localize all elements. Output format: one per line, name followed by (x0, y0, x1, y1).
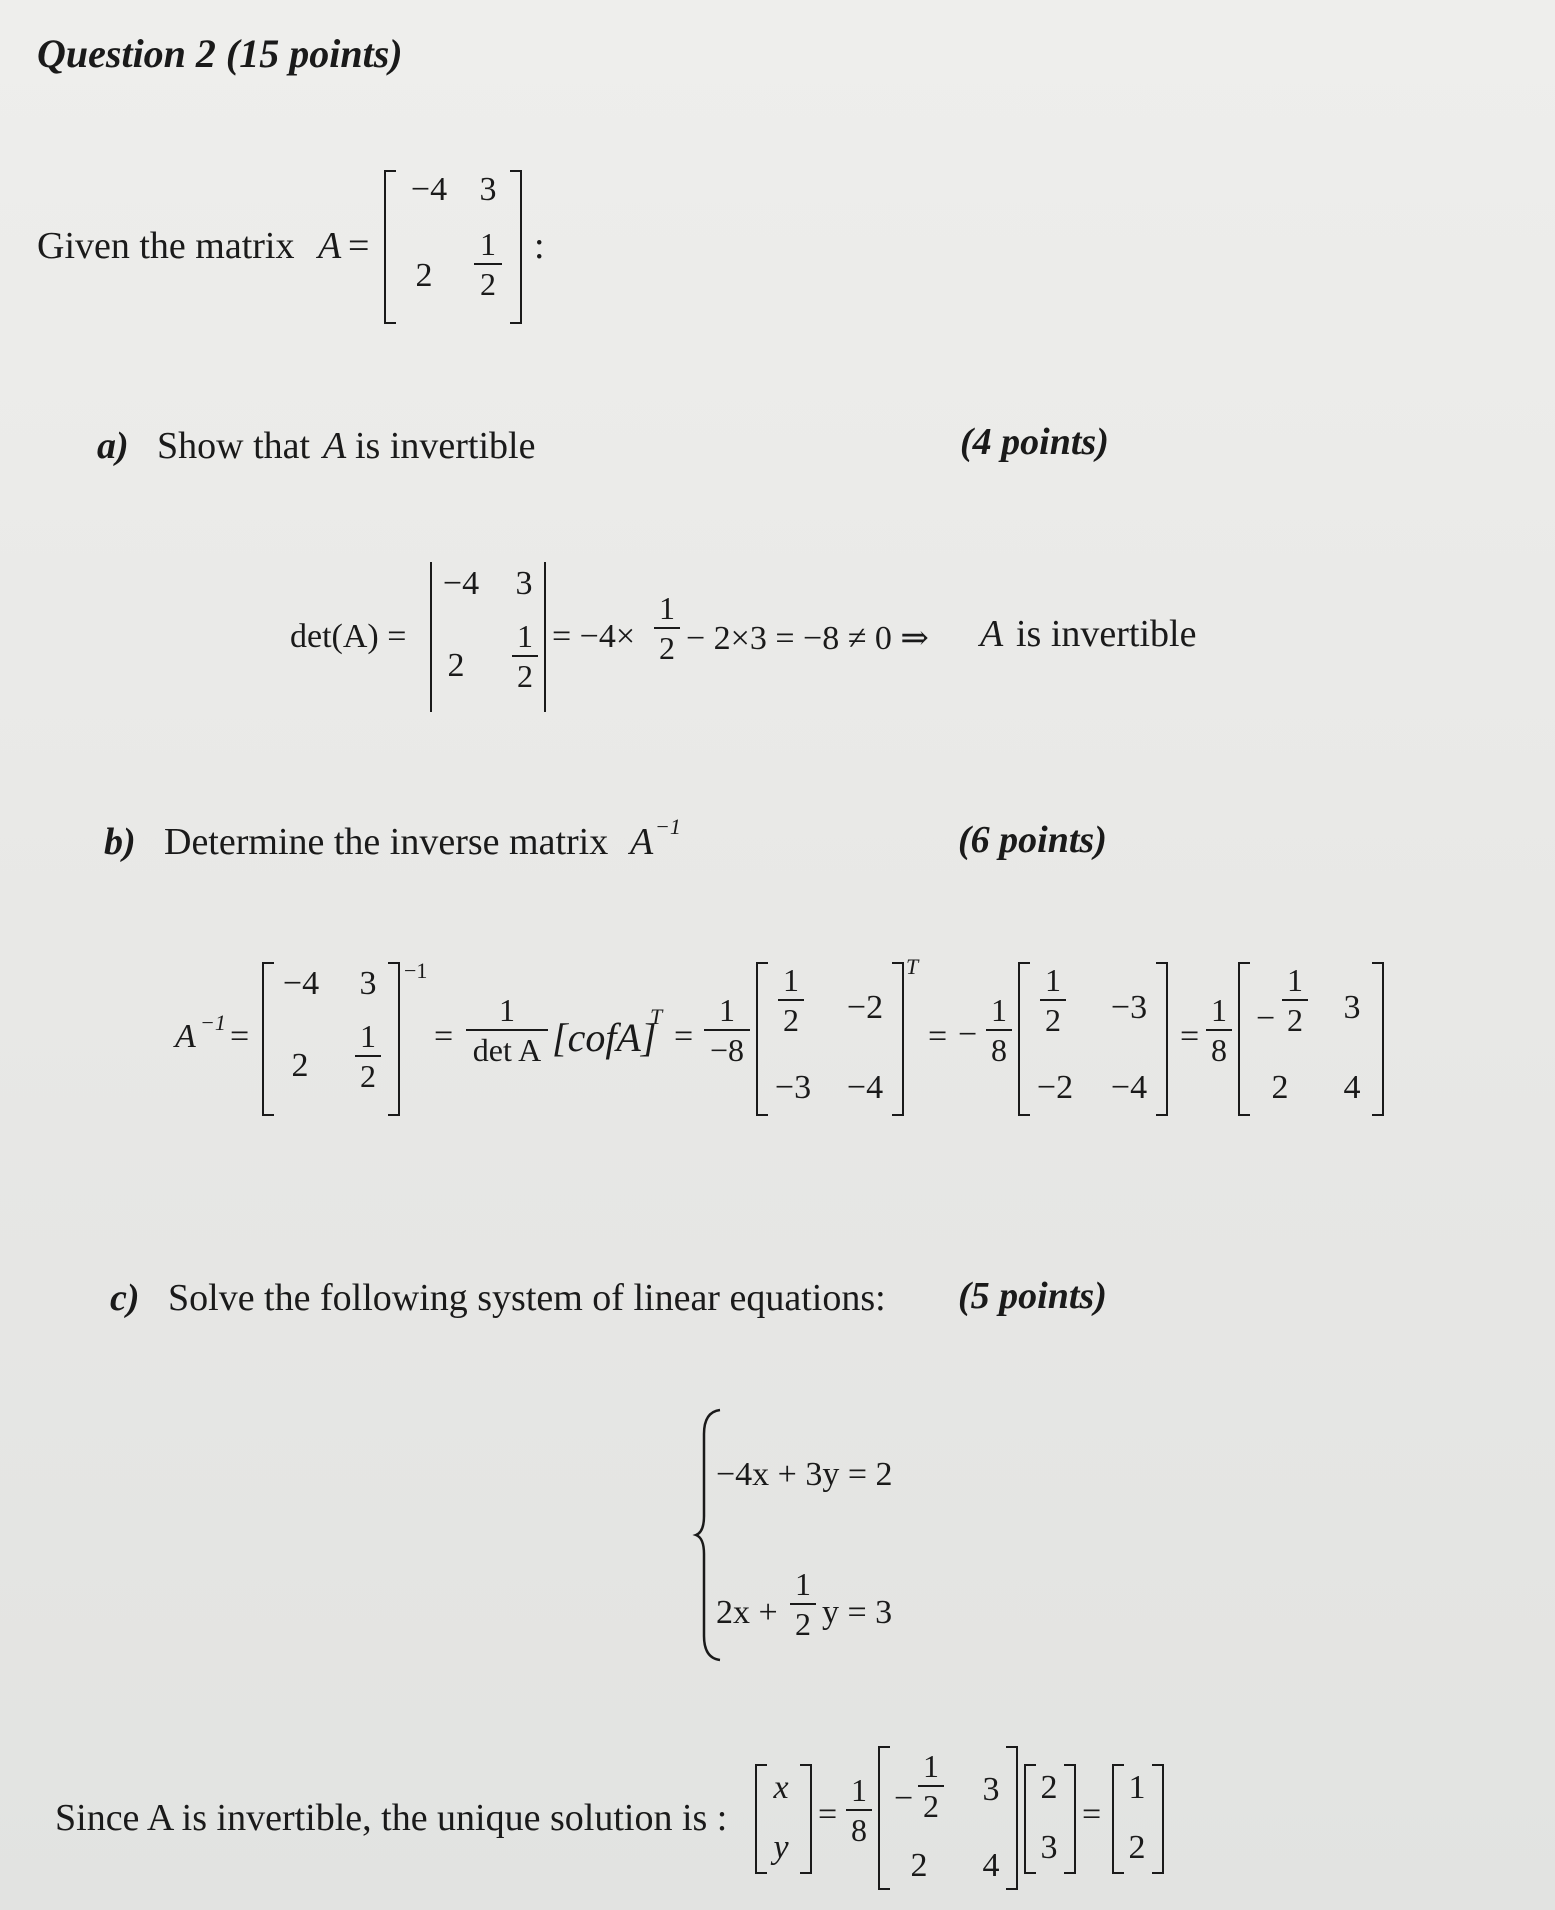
inv-eq-5: = (1180, 1018, 1200, 1055)
inv-m3-bracket-right (1156, 962, 1168, 1116)
sol-m-a11-num: 1 (923, 1748, 939, 1784)
sol-m-a22: 4 (982, 1847, 1000, 1884)
given-var: A (318, 225, 342, 267)
system-eq2-half (790, 1568, 816, 1640)
inv-m2-T: T (906, 954, 919, 979)
part-c-points: (5 points) (958, 1275, 1107, 1317)
inv-m4-a12: 3 (1343, 989, 1361, 1026)
inv-neg8: −8 (709, 1032, 745, 1068)
part-b-points: (6 points) (958, 819, 1107, 861)
fraction-bar (918, 1785, 944, 1787)
inv-m2-a11-den: 2 (783, 1002, 799, 1038)
sol-x: x (773, 1769, 789, 1806)
sol-eq-1: = (818, 1796, 838, 1833)
fraction-bar (704, 1029, 750, 1031)
inv-eq-1: = (230, 1018, 250, 1055)
given-a22-num: 1 (480, 226, 496, 262)
fraction-bar (1040, 999, 1066, 1001)
inv-m3-bracket-left (1018, 962, 1030, 1116)
inv-m2-bracket-right (892, 962, 904, 1116)
inv-m3-a21: −2 (1036, 1069, 1074, 1106)
fraction-bar (846, 1809, 872, 1811)
inv-minus-1: − (958, 1016, 978, 1053)
inv-eq-4: = (928, 1018, 948, 1055)
inv-m2-a11-num: 1 (783, 962, 799, 998)
system-eq2-half-den: 2 (795, 1606, 811, 1642)
inv-m3-a12: −3 (1110, 989, 1148, 1026)
system-eq2-b: y = 3 (822, 1594, 893, 1631)
inv-m3-a11 (1040, 964, 1066, 1036)
inv-m3-a11-num: 1 (1045, 962, 1061, 998)
det-expr-1: = −4× (552, 618, 636, 655)
inv-m1-bracket-right (388, 962, 400, 1116)
sol-m-a12: 3 (982, 1771, 1000, 1808)
part-b-label: b) (104, 821, 136, 863)
inv-one-over-neg8 (704, 994, 750, 1066)
inv-m1-a11: −4 (282, 965, 320, 1002)
system-eq1: −4x + 3y = 2 (716, 1456, 893, 1493)
inv-m4-bracket-right (1372, 962, 1384, 1116)
inv-one-4: 1 (1211, 992, 1227, 1028)
inv-one: 1 (499, 992, 515, 1028)
part-b-var: A (630, 821, 654, 863)
inv-eq-2: = (434, 1018, 454, 1055)
sol-rhs-1: 2 (1040, 1769, 1058, 1806)
sol-m-a11 (918, 1750, 944, 1822)
det-a22 (512, 620, 538, 692)
det-conclusion-var: A (980, 613, 1004, 655)
part-b-sup: −1 (655, 814, 681, 839)
inv-m1-a12: 3 (359, 965, 377, 1002)
inv-one-over-det (466, 994, 548, 1066)
sol-m-minus: − (894, 1780, 914, 1817)
given-a22-den: 2 (480, 266, 496, 302)
part-a-label: a) (97, 425, 129, 467)
det-a11: −4 (442, 565, 480, 602)
sol-ans-2: 2 (1128, 1829, 1146, 1866)
sol-one-over-8 (846, 1774, 872, 1846)
given-eq: = (348, 225, 370, 267)
det-conclusion: is invertible (1016, 613, 1197, 655)
sol-one: 1 (851, 1772, 867, 1808)
det-expr-2: − 2×3 = −8 ≠ 0 ⇒ (686, 620, 929, 657)
inv-m4-a22: 4 (1343, 1069, 1361, 1106)
inv-m3-a11-den: 2 (1045, 1002, 1061, 1038)
sol-eight: 8 (851, 1812, 867, 1848)
det-label: det(A) = (290, 618, 407, 655)
inv-det-a: det A (472, 1032, 542, 1068)
inv-cof: [cofA] (552, 1015, 657, 1060)
inv-m2-a11 (778, 964, 804, 1036)
part-c-text: Solve the following system of linear equations: (168, 1277, 886, 1319)
inv-one-3: 1 (991, 992, 1007, 1028)
inv-m3-a22: −4 (1110, 1069, 1148, 1106)
part-a-points: (4 points) (960, 421, 1109, 463)
inv-m1-a22 (355, 1020, 381, 1092)
inv-m1-a22-num: 1 (360, 1018, 376, 1054)
fraction-bar (1282, 999, 1308, 1001)
fraction-bar (466, 1029, 548, 1031)
inv-m4-a21: 2 (1271, 1069, 1289, 1106)
sol-ans-1: 1 (1128, 1769, 1146, 1806)
question-title: Question 2 (15 points) (37, 31, 403, 76)
det-a22-num: 1 (517, 618, 533, 654)
inv-m4-minus: − (1256, 1000, 1276, 1037)
inv-one-over-8 (986, 994, 1012, 1066)
inv-m2-a12: −2 (846, 989, 884, 1026)
sol-m-bracket-left (878, 1746, 890, 1890)
inv-m1-a21: 2 (291, 1047, 309, 1084)
det-a21: 2 (447, 647, 465, 684)
given-a11: −4 (410, 171, 448, 208)
given-bracket-left (384, 170, 396, 324)
inv-m4-a11-den: 2 (1287, 1002, 1303, 1038)
inv-m2-a21: −3 (774, 1069, 812, 1106)
given-prefix: Given the matrix (37, 225, 295, 267)
sol-m-a21: 2 (910, 1847, 928, 1884)
given-a21: 2 (415, 257, 433, 294)
fraction-bar (474, 263, 502, 265)
inv-eq-3: = (674, 1018, 694, 1055)
inv-m1-sup: −1 (404, 958, 428, 983)
part-c-label: c) (110, 1277, 140, 1319)
solution-text: Since A is invertible, the unique solution is : (55, 1797, 728, 1839)
sol-rhs-bracket-right (1064, 1764, 1076, 1874)
inv-eight-1: 8 (991, 1032, 1007, 1068)
system-eq2-a: 2x + (716, 1594, 778, 1631)
inv-m4-a11-num: 1 (1287, 962, 1303, 998)
fraction-bar (355, 1055, 381, 1057)
part-a-text-pre: Show that (157, 425, 311, 467)
fraction-bar (1206, 1029, 1232, 1031)
system-eq2-half-num: 1 (795, 1566, 811, 1602)
inv-lhs: A (175, 1018, 196, 1055)
given-bracket-right (510, 170, 522, 324)
sol-m-bracket-right (1006, 1746, 1018, 1890)
det-half-den: 2 (659, 630, 675, 666)
given-colon: : (534, 225, 545, 267)
fraction-bar (778, 999, 804, 1001)
fraction-bar (790, 1603, 816, 1605)
sol-rhs-2: 3 (1040, 1829, 1058, 1866)
inv-cof-T: T (650, 1004, 663, 1029)
det-a12: 3 (515, 565, 533, 602)
inv-one-over-8-b (1206, 994, 1232, 1066)
inv-m2-bracket-left (756, 962, 768, 1116)
part-b-text: Determine the inverse matrix (164, 821, 609, 863)
inv-m4-a11 (1282, 964, 1308, 1036)
sol-xy-bracket-left (755, 1764, 767, 1874)
det-half (654, 592, 680, 664)
fraction-bar (986, 1029, 1012, 1031)
inv-lhs-sup: −1 (200, 1010, 226, 1035)
fraction-bar (512, 655, 538, 657)
det-a22-den: 2 (517, 658, 533, 694)
inv-m1-a22-den: 2 (360, 1058, 376, 1094)
inv-m4-bracket-left (1238, 962, 1250, 1116)
inv-m2-a22: −4 (846, 1069, 884, 1106)
inv-one-2: 1 (719, 992, 735, 1028)
det-half-num: 1 (659, 590, 675, 626)
part-a-text-post: is invertible (355, 425, 536, 467)
sol-m-a11-den: 2 (923, 1788, 939, 1824)
part-a-var: A (323, 425, 347, 467)
sol-eq-2: = (1082, 1796, 1102, 1833)
det-bar-left (430, 562, 432, 712)
sol-ans-bracket-right (1152, 1764, 1164, 1874)
inv-m1-bracket-left (262, 962, 274, 1116)
sol-y: y (773, 1829, 789, 1866)
det-bar-right (544, 562, 546, 712)
given-a12: 3 (479, 171, 497, 208)
fraction-bar (654, 627, 680, 629)
inv-eight-2: 8 (1211, 1032, 1227, 1068)
given-a22 (474, 228, 502, 300)
sol-xy-bracket-right (800, 1764, 812, 1874)
